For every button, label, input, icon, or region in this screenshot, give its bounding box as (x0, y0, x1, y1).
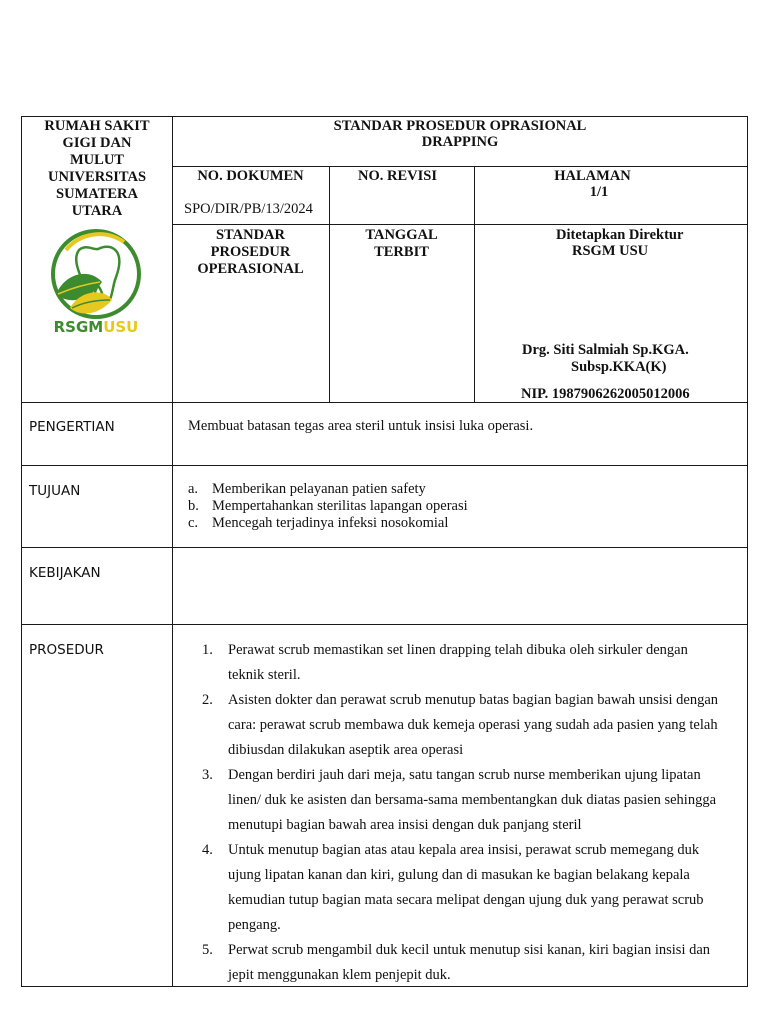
list-item: a. Memberikan pelayanan patien safety (188, 481, 426, 497)
table-line (172, 166, 748, 167)
tujuan-list (188, 481, 728, 532)
signatory-title: Subsp.KKA(K) (571, 359, 667, 375)
tujuan-label: TUJUAN (29, 483, 81, 499)
tooth-leaf-logo-icon (46, 228, 146, 338)
doc-number-label: NO. DOKUMEN (197, 168, 304, 184)
sop-subject: DRAPPING (421, 134, 499, 150)
signatory-name: Drg. Siti Salmiah Sp.KGA. (522, 342, 689, 358)
prosedur-list (202, 638, 726, 988)
approval-line-2: RSGM USU (572, 243, 649, 259)
page-label: HALAMAN (554, 168, 631, 184)
svg-text:RSGMUSU (54, 318, 139, 336)
page-value: 1/1 (589, 184, 609, 200)
table-border-right (747, 116, 748, 987)
table-line (329, 166, 330, 403)
list-item: c. Mencegah terjadinya infeksi nosokomial (188, 515, 449, 531)
table-border-top (21, 116, 748, 117)
logo-wordmark-right: USU (103, 318, 139, 336)
table-line (21, 465, 748, 466)
table-line (172, 224, 748, 225)
prosedur-label: PROSEDUR (29, 642, 104, 658)
list-item: 3. Dengan berdiri jauh dari meja, satu tangan scrub nurse memberikan ujung lipatan linen/ duk ke asisten dan bersama-sama membentangkan duk diatas pasien sehingga menutupi bagian bawah area insisi dengan duk panjang steril (202, 767, 717, 833)
issue-date-label: TANGGAL TERBIT (365, 227, 438, 260)
list-item: b. Mempertahankan sterilitas lapangan operasi (188, 498, 468, 514)
pengertian-text: Membuat batasan tegas area steril untuk insisi luka operasi. (188, 418, 534, 434)
list-item: 5. Perwat scrub mengambil duk kecil untuk menutup sisi kanan, kiri bagian insisi dan jepit menggunakan klem penjepit duk. (202, 942, 711, 983)
sop-label: STANDAR PROSEDUR OPERASIONAL (197, 227, 304, 277)
kebijakan-label: KEBIJAKAN (29, 565, 101, 581)
list-item: 2. Asisten dokter dan perawat scrub menutup batas bagian bagian bawah unsisi dengan cara: perawat scrub membawa duk kemeja operasi yang sudah ada pasien yang telah dibiusdan dilakukan aseptik area operasi (202, 692, 719, 758)
revision-label: NO. REVISI (358, 168, 437, 184)
table-border-left (21, 116, 22, 987)
table-line (21, 547, 748, 548)
pengertian-label: PENGERTIAN (29, 419, 115, 435)
table-line (474, 166, 475, 403)
signatory-nip: NIP. 1987906262005012006 (521, 386, 690, 402)
list-item: 4. Untuk menutup bagian atas atau kepala area insisi, perawat scrub memegang duk ujung lipatan kanan dan kiri, gulung dan di masukan ke bagian belakang kepala kemudian tutup bagian mata secara melipat dengan ujung duk yang perawat scrub pengang. (202, 842, 704, 933)
sop-title: STANDAR PROSEDUR OPRASIONAL (333, 118, 587, 134)
table-line (21, 624, 748, 625)
hospital-name: RUMAH SAKIT GIGI DAN MULUT UNIVERSITAS SUMATERA UTARA (44, 118, 150, 219)
logo-wordmark-left: RSGM (53, 318, 104, 336)
doc-number-value: SPO/DIR/PB/13/2024 (184, 201, 313, 217)
list-item: 1. Perawat scrub memastikan set linen drapping telah dibuka oleh sirkuler dengan teknik steril. (202, 642, 688, 683)
approval-line-1: Ditetapkan Direktur (556, 227, 684, 243)
